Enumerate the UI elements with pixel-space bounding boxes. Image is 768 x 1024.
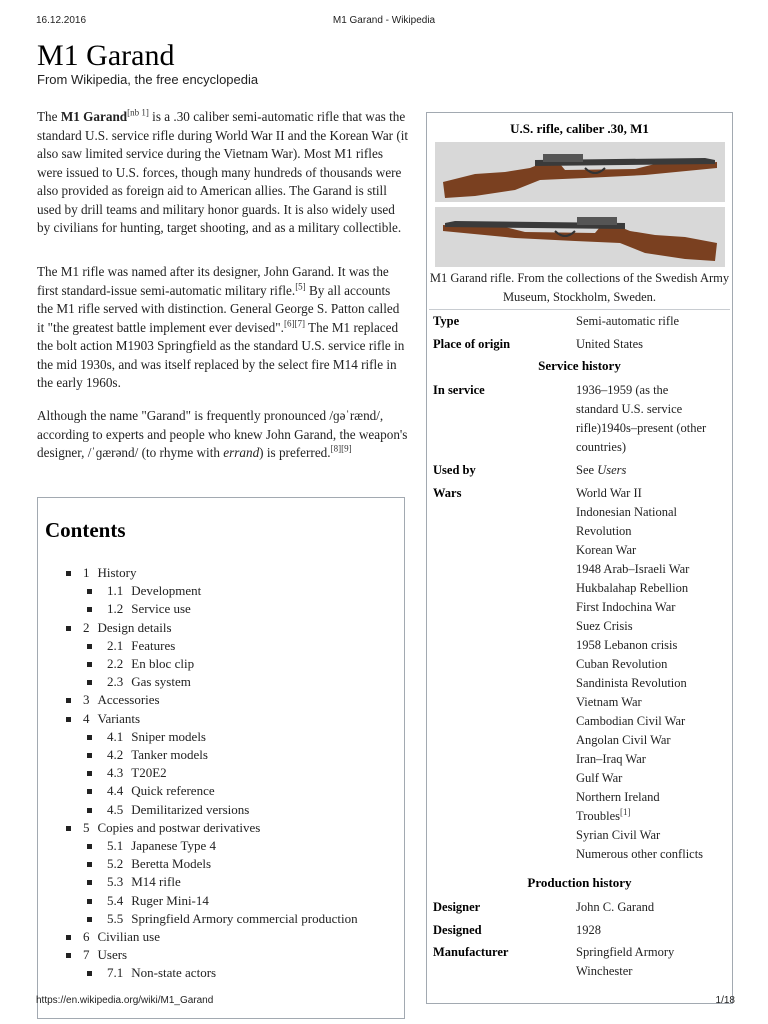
toc-item-5-5[interactable]: 5.5 Springfield Armory commercial production [87, 910, 402, 928]
infobox-divider [429, 309, 730, 310]
rifle-image-bottom[interactable] [435, 207, 725, 267]
toc-item-4-3[interactable]: 4.3 T20E2 [87, 764, 402, 782]
war-item[interactable]: Troubles[1] [576, 806, 631, 823]
war-item[interactable]: Vietnam War [576, 695, 642, 709]
toc-list [66, 564, 402, 983]
print-header [0, 15, 768, 29]
page-title: M1 Garand [37, 39, 175, 72]
section-production-history: Production history [527, 875, 632, 890]
section-service-history: Service history [538, 358, 621, 373]
toc-item-3[interactable]: 3 Accessories [66, 691, 402, 709]
war-item[interactable]: Cambodian Civil War [576, 714, 686, 728]
war-item[interactable]: 1948 Arab–Israeli War [576, 562, 690, 576]
toc-item-2[interactable]: 2 Design details [66, 619, 402, 637]
toc-item-4-5[interactable]: 4.5 Demilitarized versions [87, 801, 402, 819]
rifle-image-top[interactable] [435, 142, 725, 202]
note-nb1[interactable]: [nb 1] [127, 107, 149, 118]
lead-paragraph-1: The M1 Garand[nb 1] is a .30 caliber semi-automatic rifle that was the standard U.S. service rifle during World War II and the Korean War (it also saw limited service during the Vietnam War). Most M1 rifles were issued to U.S. forces, though many hundreds of thousands were also provided as foreign aid to American allies. The Garand is still used by drill teams and military honor guards. It is also widely used by civilians for hunting, target shooting, and as a military collectible. [37, 107, 409, 235]
war-item[interactable]: Iran–Iraq War [576, 752, 646, 766]
war-item[interactable]: Hukbalahap Rebellion [576, 581, 689, 595]
toc-item-5-1[interactable]: 5.1 Japanese Type 4 [87, 837, 402, 855]
toc-heading: Contents [45, 518, 126, 542]
print-title: M1 Garand - Wikipedia [332, 15, 436, 26]
war-item[interactable]: Sandinista Revolution [576, 676, 687, 690]
in-service-line: standard U.S. service [576, 402, 683, 416]
toc-item-7[interactable]: 7 Users [66, 946, 402, 964]
toc-item-4[interactable]: 4 Variants [66, 710, 402, 728]
manufacturer-item: Winchester [576, 964, 633, 978]
war-item[interactable]: World War II [576, 486, 642, 500]
ref-6-7[interactable]: [6][7] [283, 318, 305, 329]
war-item[interactable]: Cuban Revolution [576, 657, 668, 671]
toc-item-1[interactable]: 1 History [66, 564, 402, 582]
war-item[interactable]: Northern Ireland [576, 790, 660, 804]
toc-item-2-3[interactable]: 2.3 Gas system [87, 673, 402, 691]
infobox: U.S. rifle, caliber .30, M1 M1 Garand rifle. From the collections of the Swedish Army Museum, Stockholm, Sweden. Type Semi-automatic rifle Place of origin United States Service history In service 1936–1959 (as the standard U.S. service rifle)1940s–present (other countries) Used by See Users Wars World War II Indonesian National Revolution Korean War 1948 Arab–Israeli War Hukbalahap Rebellion First Indochina War Suez Crisis 1958 Lebanon crisis Cuban Revolution Sandinista Revolution Vietnam War Cambodian Civil War Angolan Civil War Iran–Iraq War Gulf War Northern Ireland Troubles[1] Syrian Civil War Numerous other conflicts Production history Designer John C. Garand Designed 1928 Manufacturer Springfield Armory Winchester [426, 112, 733, 1004]
manufacturer-item: Springfield Armory [576, 945, 675, 959]
users-link[interactable]: Users [597, 463, 627, 477]
toc-item-1-1[interactable]: 1.1 Development [87, 582, 402, 600]
table-of-contents [37, 497, 405, 1019]
toc-item-4-1[interactable]: 4.1 Sniper models [87, 728, 402, 746]
toc-item-2-1[interactable]: 2.1 Features [87, 637, 402, 655]
ref-8-9[interactable]: [8][9] [330, 443, 352, 454]
print-date: 16.12.2016 [36, 15, 87, 26]
toc-item-4-4[interactable]: 4.4 Quick reference [87, 782, 402, 800]
page-number: 1/18 [715, 995, 735, 1006]
war-item[interactable]: Angolan Civil War [576, 733, 671, 747]
article-subject: M1 Garand [60, 109, 128, 124]
in-service-line: rifle)1940s–present (other [576, 421, 707, 435]
toc-item-4-2[interactable]: 4.2 Tanker models [87, 746, 402, 764]
toc-item-5-3[interactable]: 5.3 M14 rifle [87, 873, 402, 891]
toc-item-5-4[interactable]: 5.4 Ruger Mini-14 [87, 892, 402, 910]
toc-item-5[interactable]: 5 Copies and postwar derivatives [66, 819, 402, 837]
toc-item-6[interactable]: 6 Civilian use [66, 928, 402, 946]
print-url[interactable]: https://en.wikipedia.org/wiki/M1_Garand [36, 995, 214, 1006]
in-service-line: 1936–1959 (as the [576, 383, 669, 397]
print-footer [0, 995, 768, 1009]
ref-5[interactable]: [5] [295, 281, 306, 292]
infobox-image-caption: M1 Garand rifle. From the collections of the Swedish Army Museum, Stockholm, Sweden. [429, 271, 730, 304]
war-item[interactable]: Revolution [576, 524, 632, 538]
lead-paragraph-2: The M1 rifle was named after its designer, John Garand. It was the first standard-issue semi-automatic military rifle.[5] By all accounts the M1 rifle served with distinction. General George S. Patton called it "the greatest battle implement ever devised".[6][7] The M1 replaced the bolt action M1903 Springfield as the standard U.S. service rifle in the mid 1930s, and was itself replaced by the select fire M14 rifle in the early 1960s. [37, 264, 405, 390]
in-service-line: countries) [576, 440, 626, 454]
war-item[interactable]: Numerous other conflicts [576, 847, 704, 861]
war-item[interactable]: First Indochina War [576, 600, 676, 614]
war-item[interactable]: Suez Crisis [576, 619, 633, 633]
tagline: From Wikipedia, the free encyclopedia [37, 72, 259, 87]
lead-paragraph-3: Although the name "Garand" is frequently pronounced /ɡəˈrænd/, according to experts and people who knew John Garand, the weapon's designer, /ˈɡærənd/ (to rhyme with errand) is preferred.[8][9] [37, 408, 408, 460]
toc-item-7-1[interactable]: 7.1 Non-state actors [87, 964, 402, 982]
toc-item-2-2[interactable]: 2.2 En bloc clip [87, 655, 402, 673]
war-item[interactable]: 1958 Lebanon crisis [576, 638, 678, 652]
war-item[interactable]: Indonesian National [576, 505, 678, 519]
war-item[interactable]: Korean War [576, 543, 637, 557]
infobox-caption: U.S. rifle, caliber .30, M1 [510, 121, 649, 136]
war-item[interactable]: Gulf War [576, 771, 623, 785]
toc-item-1-2[interactable]: 1.2 Service use [87, 600, 402, 618]
war-item[interactable]: Syrian Civil War [576, 828, 661, 842]
toc-item-5-2[interactable]: 5.2 Beretta Models [87, 855, 402, 873]
